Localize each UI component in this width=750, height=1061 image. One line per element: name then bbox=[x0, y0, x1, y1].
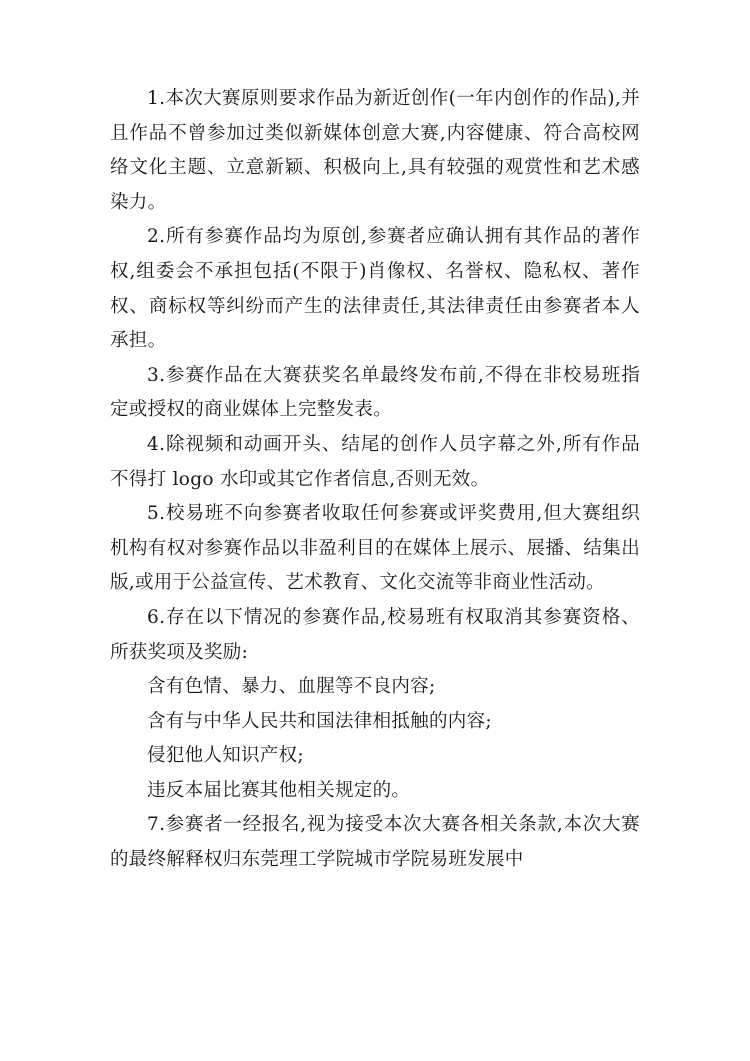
clause-5: 5.校易班不向参赛者收取任何参赛或评奖费用,但大赛组织机构有权对参赛作品以非盈利目的在媒体上展示、展播、结集出版,或用于公益宣传、艺术教育、文化交流等非商业性活动。 bbox=[110, 503, 640, 594]
clause-4: 4.除视频和动画开头、结尾的创作人员字幕之外,所有作品不得打 logo 水印或其它作者信息,否则无效。 bbox=[110, 433, 640, 490]
clause-1: 1.本次大赛原则要求作品为新近创作(一年内创作的作品),并且作品不曾参加过类似新媒体创意大赛,内容健康、符合高校网络文化主题、立意新颖、积极向上,具有较强的观赏性和艺术感染力。 bbox=[110, 88, 640, 213]
clause-7: 7.参赛者一经报名,视为接受本次大赛各相关条款,本次大赛的最终解释权归东莞理工学院城市学院易班发展中 bbox=[110, 814, 640, 871]
condition-item: 含有色情、暴力、血腥等不良内容; bbox=[147, 676, 436, 698]
condition-item: 违反本届比赛其他相关规定的。 bbox=[147, 779, 411, 801]
document-body bbox=[110, 82, 640, 878]
condition-item: 侵犯他人知识产权; bbox=[147, 745, 304, 767]
clause-3: 3.参赛作品在大赛获奖名单最终发布前,不得在非校易班指定或授权的商业媒体上完整发表。 bbox=[110, 364, 640, 421]
clause-6: 6.存在以下情况的参赛作品,校易班有权取消其参赛资格、所获奖项及奖励: bbox=[110, 606, 640, 663]
condition-item: 含有与中华人民共和国法律相抵触的内容; bbox=[147, 710, 492, 732]
clause-2: 2.所有参赛作品均为原创,参赛者应确认拥有其作品的著作权,组委会不承担包括(不限于)肖像权、名誉权、隐私权、著作权、商标权等纠纷而产生的法律责任,其法律责任由参赛者本人承担。 bbox=[110, 226, 640, 352]
